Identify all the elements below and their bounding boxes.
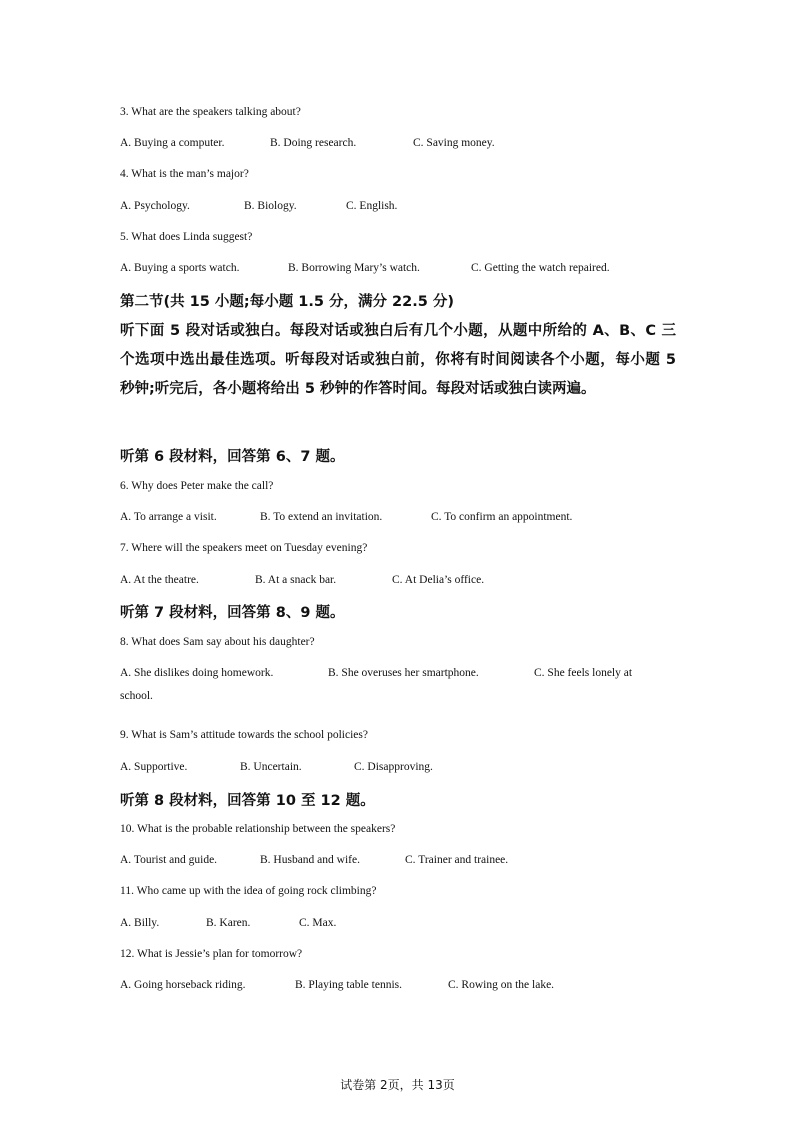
option-a: A. Supportive. [120,761,188,773]
option-c: C. Max. [299,917,337,929]
option-b: B. Husband and wife. [260,854,360,866]
option-b: B. At a snack bar. [255,574,337,586]
question-5-options [120,262,610,274]
option-c: C. English. [346,200,398,212]
option-b: B. Uncertain. [240,761,302,773]
question-6-options [120,511,572,523]
section-instructions: 听下面 5 段对话或独白。每段对话或独白后有几个小题，从题中所给的 A、B、C 三个选项中选出最佳选项。听每段对话或独白前，你将有时间阅读各个小题，每小题 5 秒钟;听完后，各小题将给出 5 秒钟的作答时间。每段对话或独白读两遍。 [120,323,676,397]
question-8-options [120,667,632,679]
question-3: 3. What are the speakers talking about? [120,106,301,118]
option-c: C. Getting the watch repaired. [471,262,610,274]
option-a: A. Buying a sports watch. [120,262,240,274]
option-a: A. Buying a computer. [120,137,225,149]
option-c: C. Trainer and trainee. [405,854,509,866]
question-4-options [120,200,397,212]
option-c: C. At Delia’s office. [392,574,485,586]
option-c: C. Rowing on the lake. [448,979,555,991]
question-8: 8. What does Sam say about his daughter? [120,636,315,648]
option-a: A. She dislikes doing homework. [120,667,274,679]
question-7-options [120,574,484,586]
option-b: B. Borrowing Mary’s watch. [288,262,420,274]
question-12: 12. What is Jessie’s plan for tomorrow? [120,948,303,960]
option-c: C. Disapproving. [354,761,433,773]
option-b: B. Karen. [206,917,251,929]
question-11-options [120,917,336,929]
question-12-options [120,979,554,991]
option-a: A. Tourist and guide. [120,854,218,866]
option-b: B. She overuses her smartphone. [328,667,479,679]
question-8-option-c-continued: school. [120,690,153,702]
material-heading-6: 听第 6 段材料，回答第 6、7 题。 [120,449,345,465]
question-5: 5. What does Linda suggest? [120,231,253,243]
question-10: 10. What is the probable relationship between the speakers? [120,823,396,835]
question-6: 6. Why does Peter make the call? [120,480,274,492]
option-a: A. At the theatre. [120,574,199,586]
material-heading-7: 听第 7 段材料，回答第 8、9 题。 [120,605,345,621]
question-10-options [120,854,508,866]
option-b: B. To extend an invitation. [260,511,383,523]
question-3-options [120,137,495,149]
option-b: B. Playing table tennis. [295,979,403,991]
question-9: 9. What is Sam’s attitude towards the school policies? [120,729,368,741]
question-7: 7. Where will the speakers meet on Tuesday evening? [120,542,368,554]
page-footer: 试卷第 2页，共 13页 [340,1078,455,1092]
option-b: B. Biology. [244,200,297,212]
section-heading: 第二节(共 15 小题;每小题 1.5 分，满分 22.5 分) [120,294,454,310]
option-a: A. To arrange a visit. [120,511,217,523]
option-c: C. She feels lonely at [534,667,633,679]
option-c: C. Saving money. [413,137,495,149]
question-4: 4. What is the man’s major? [120,168,249,180]
option-b: B. Doing research. [270,137,357,149]
option-a: A. Psychology. [120,200,190,212]
option-a: A. Billy. [120,917,160,929]
option-a: A. Going horseback riding. [120,979,246,991]
question-11: 11. Who came up with the idea of going rock climbing? [120,885,377,897]
option-c: C. To confirm an appointment. [431,511,573,523]
question-9-options [120,761,433,773]
material-heading-8: 听第 8 段材料，回答第 10 至 12 题。 [120,793,375,809]
